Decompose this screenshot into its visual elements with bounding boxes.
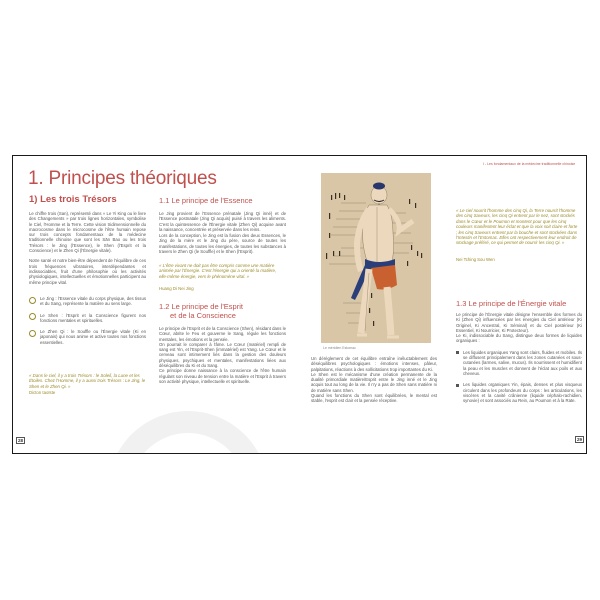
list-item: Les liquides organiques Yin, épais, denses et plus visqueux circulent dans les profondeurs du corps : les articulations, les viscères et la cavité crânienne (liquide céphalo-rachidien, synovie) et sont associés au Rein, au Poumon et à la Rate.	[456, 382, 582, 403]
swirl-bullet-icon	[29, 313, 36, 320]
list-item: Les liquides organiques Yang sont clairs, fluides et mobiles. Ils se diffusent principalement dans les zones cutanées et sous-cutanées (larmes, salive, mucus). Ils nourrissent et humidifient la peau et les muscles et donnent de l'éclat aux poils et aux cheveux.	[456, 350, 582, 376]
nei-tching-quote: « Le ciel nourrit l'homme des cinq Qi, la Terre nourrit l'homme des cinq Saveurs, les cinq Qi entrent par le nez, sont stockés dans le Cœur et le Poumon et montent pour que les cinq couleurs manifestent leur éclat et que la voix soit claire et forte ; les cinq Saveurs entrent par la bouche et sont stockées dans l'Intestin et l'Estomac. Elles ont respectivement leur endroit de stockage préféré, ce qui permet de nourrir les cinq Qi. »	[456, 208, 578, 246]
taoist-quote: « Dans le ciel, il y a trois Trésors : le Soleil, la Lune et les Étoiles. Chez l'Homme, il y a aussi trois Trésors : Le Jing, le Shen et le Zhen Qi. »	[29, 373, 146, 389]
list-item: Le Shen : l'Esprit et la Conscience figurent nos fonctions mentales et spirituelles.	[29, 313, 146, 324]
esprit-text	[159, 326, 286, 389]
shen-paragraph: Quand les fonctions du Shen sont équilibrées, le mental est stable, l'esprit est clair et la pensée réceptive.	[311, 393, 437, 404]
quote-source: Huang Di Nei Jing	[159, 286, 194, 291]
list-item: Le Jing : l'Essence vitale du corps physique, des tissus et du Sang, représente la matière au sens large.	[29, 296, 146, 307]
shen-paragraph: Un dérèglement de cet équilibre entraîne inéluctablement des déséquilibres psychologiques : émotions intenses, pâleur, palpitations, réactions à des sollicitations trop importantes du Ki.	[311, 356, 437, 372]
chapter-title: 1. Principes théoriques	[28, 168, 217, 189]
esprit-paragraph: Le principe de l'Esprit et de la Conscience (Shen), résidant dans le Cœur, abrite le Feu et gouverne le Sang, régule les fonctions mentales, les émotions et la pensée.	[159, 326, 286, 342]
meridian-illustration	[321, 173, 431, 343]
section-title-essence: 1.1 Le principe de l'Essence	[159, 196, 253, 205]
essence-paragraph: Le Jing provient de l'Essence prénatale (Jing Qi inné) et de l'Essence postnatale (Jing Qi acquis) puisé à travers les aliments. C'est la quintessence de l'Énergie vitale (Zhen Qi) acquise avant la naissance, concentrée et préservée dans les reins.	[159, 211, 286, 232]
section-title-esprit: 1.2 Le principe de l'Esprit et de la Conscience	[159, 302, 243, 320]
intro-text	[29, 211, 146, 290]
book-spread	[12, 155, 587, 454]
shen-text	[311, 356, 437, 409]
intro-paragraph: Notre santé et notre bien-être dépendent de l'équilibre de ces trois fréquences vibratoires, interdépendantes et indissociables, fruit d'une philosophie où les activités physiologiques, intellectuelles et émotionnelles participent au même principe vital.	[29, 258, 146, 285]
quote-source: Nei Tching Sou Wen	[456, 257, 495, 262]
esprit-paragraph: On pourrait le comparer à l'âme. Le Cœur (matériel) rempli de sang est Yin, et l'Esprit-Shen (immatériel) est Yang. Le Cœur et le cerveau sont intimement liés dans la gestion des douleurs physiques, psychiques et mentales, manifestations liées aux déséquilibres du Ki et du Sang.	[159, 341, 286, 369]
page-number-left: 28	[18, 438, 24, 443]
illustration-caption: Le méridien Estomac	[323, 346, 356, 350]
essence-text	[159, 211, 286, 259]
swirl-bullet-icon	[29, 297, 36, 304]
essence-paragraph: Lors de la conception, le Jing est la fusion des deux Essences, le Jing de la mère et le Jing du père, source de toutes les manifestations, de toutes les énergies, de toutes les substances à travers le Zhen Qi (le Souffle) et le Shen (l'Esprit).	[159, 233, 286, 255]
energie-text	[456, 312, 582, 409]
running-head: I - Les fondamentaux de la médecine traditionnelle chinoise	[483, 162, 576, 166]
energie-paragraph: Le Ki, indissociable du Sang, distingue deux formes de liquides organiques :	[456, 333, 582, 344]
page-number-right: 29	[577, 437, 583, 442]
square-bullet-icon	[456, 384, 459, 387]
shen-paragraph: Le Shen est le mécanisme d'une création permanente de la dualité primordiale matière/Esprit entre le Jing inné et le Jing acquis tout au long de la vie. Il n'y a pas de Shen sans matière ni de matière sans Shen.	[311, 371, 437, 393]
esprit-paragraph: Ce principe donne naissance à la conscience de l'être humain régulant son niveau de tension entre la matière et l'Esprit à travers son activité physique, intellectuelle et spirituelle.	[159, 368, 286, 384]
section-title-trois-tresors: 1) Les trois Trésors	[29, 194, 117, 205]
square-bullet-icon	[456, 351, 459, 354]
swirl-bullet-icon	[29, 330, 36, 337]
stomach-meridian-figure-icon	[321, 173, 431, 343]
quote-source: Dicton taoïste	[29, 390, 56, 395]
huang-di-quote: « L'être vivant ne doit pas être compris comme une matière animée par l'Énergie. C'est l'énergie qui a orienté la matière, elle-même énergie, vers le phénomène vital. »	[159, 263, 277, 279]
section-title-energie-vitale: 1.3 Le principe de l'Énergie vitale	[456, 299, 567, 308]
tresors-list	[29, 296, 146, 351]
list-item: Le Zhen Qi : le Souffle ou l'Énergie vitale (Ki en japonais) qui nous anime et active toutes nos fonctions essentielles.	[29, 329, 146, 345]
intro-paragraph: Le chiffre trois (San), représenté dans « Le Yi King ou le livre des Changements » par trois lignes horizontales, symbolise le Ciel, l'Homme et la Terre. Cette vision tridimensionnelle du macrocosme dans le microcosme de l'être humain repose sur trois concepts fondamentaux de la médecine traditionnelle chinoise que sont les Sān Bao ou les trois Trésors : le Jing (l'Essence), le Shen (l'Esprit et la Conscience) et le Zhen Qi (l'Énergie vitale).	[29, 211, 146, 254]
energie-paragraph: Le principe de l'Énergie vitale désigne l'ensemble des formes du Ki (Zhen Qi) influencées par les énergies du Ciel antérieur (Ki Originel, Ki Ancestral, Ki Séminal) et du Ciel postérieur (Ki Essentiel, Ki Nourricier, Ki Protecteur).	[456, 312, 582, 333]
watermark-swirl	[108, 411, 268, 454]
